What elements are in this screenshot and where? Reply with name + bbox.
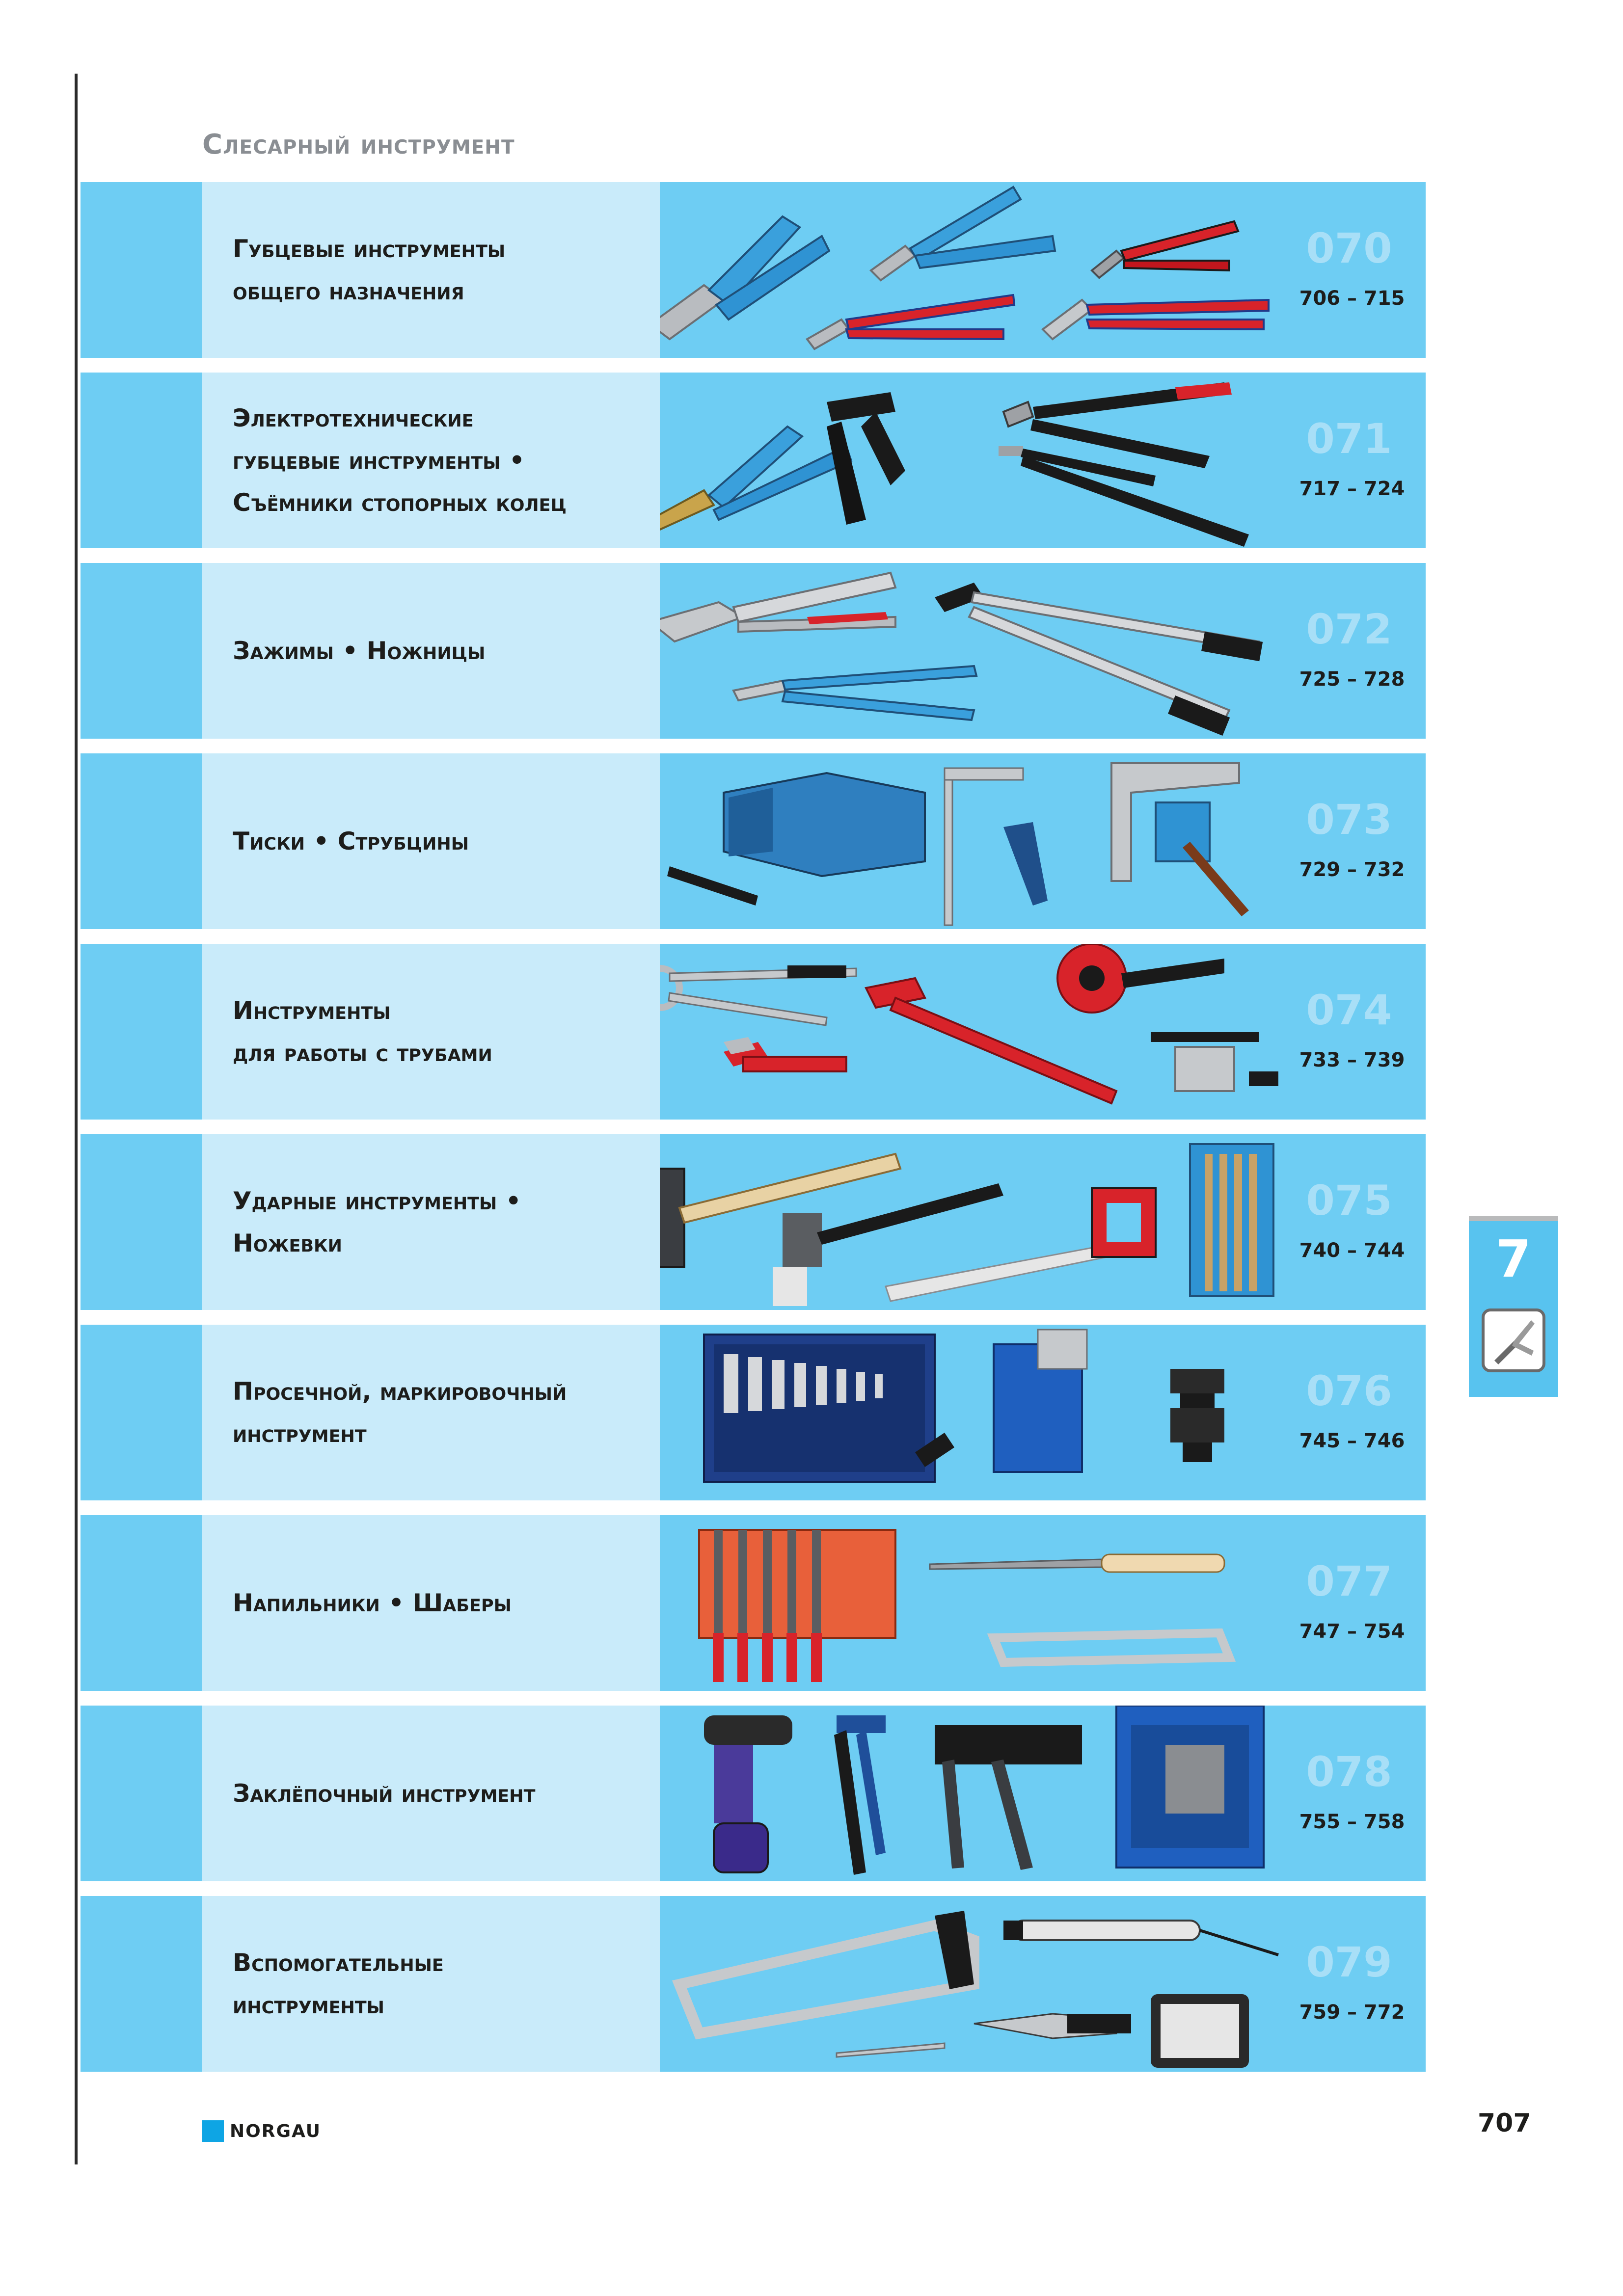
category-row-077[interactable] bbox=[81, 1515, 1426, 1691]
row-cap bbox=[81, 373, 202, 548]
hole-punch-icon bbox=[1170, 1369, 1224, 1462]
logo-square-icon bbox=[202, 2120, 224, 2142]
category-label bbox=[233, 753, 655, 929]
lever-riveter-icon bbox=[935, 1725, 1082, 1870]
tweezers-icon bbox=[837, 2043, 945, 2057]
utility-knife-icon bbox=[974, 2014, 1131, 2038]
category-label bbox=[233, 373, 655, 548]
category-list bbox=[81, 182, 1426, 2086]
brand-logo bbox=[202, 2120, 321, 2142]
category-code: 075 bbox=[1306, 1176, 1392, 1225]
category-label-text: Просечной, маркировочный инструмент bbox=[233, 1377, 567, 1448]
side-cutter-red-icon bbox=[1092, 221, 1238, 278]
row-cap bbox=[81, 1706, 202, 1881]
inspection-lamp-icon bbox=[1003, 1921, 1278, 1955]
category-page-range: 733 – 739 bbox=[1299, 1049, 1405, 1071]
category-code: 077 bbox=[1306, 1557, 1392, 1605]
brand-name: NORGAU bbox=[230, 2121, 321, 2141]
category-label-text: Электротехнические губцевые инструменты • Съёмники стопорных колец bbox=[233, 404, 567, 517]
hacksaw-frame-icon bbox=[994, 1633, 1229, 1662]
pipe-bender-icon bbox=[660, 965, 856, 1025]
category-row-072[interactable] bbox=[81, 563, 1426, 739]
category-label bbox=[233, 1325, 655, 1500]
hammer-icon bbox=[660, 1154, 900, 1267]
letter-stamps-box-icon bbox=[994, 1330, 1087, 1472]
category-row-073[interactable] bbox=[81, 753, 1426, 929]
category-page-range: 725 – 728 bbox=[1299, 668, 1405, 691]
category-label-text: Ударные инструменты • Ножевки bbox=[233, 1187, 521, 1257]
row-cap bbox=[81, 1325, 202, 1500]
category-label-text: Тиски • Струбцины bbox=[233, 827, 469, 855]
row-cap bbox=[81, 563, 202, 739]
file-set-icon bbox=[699, 1530, 895, 1682]
category-page-range: 740 – 744 bbox=[1299, 1239, 1405, 1262]
chisel-set-icon bbox=[1190, 1144, 1273, 1296]
category-label bbox=[233, 182, 655, 358]
category-row-074[interactable] bbox=[81, 944, 1426, 1120]
diagonal-cutter-icon bbox=[871, 187, 1055, 280]
hacksaw-icon bbox=[679, 1911, 974, 2033]
category-page-range: 759 – 772 bbox=[1299, 2001, 1405, 2024]
pipe-wrench-straight-icon bbox=[724, 1037, 846, 1071]
category-row-079[interactable] bbox=[81, 1896, 1426, 2072]
category-label bbox=[233, 563, 655, 739]
category-code: 072 bbox=[1306, 605, 1392, 653]
category-label-text: Инструменты для работы с трубами bbox=[233, 996, 492, 1067]
row-cap bbox=[81, 1134, 202, 1310]
battery-riveter-case-icon bbox=[1116, 1706, 1264, 1868]
end-cutter-red-icon bbox=[807, 295, 1014, 349]
category-page-range: 717 – 724 bbox=[1299, 478, 1405, 500]
row-cap bbox=[81, 182, 202, 358]
category-label bbox=[233, 944, 655, 1120]
category-label-text: Заклёпочный инструмент bbox=[233, 1779, 536, 1808]
category-code: 079 bbox=[1306, 1938, 1392, 1986]
hand-riveter-icon bbox=[834, 1715, 886, 1875]
pliers-icon bbox=[1482, 1308, 1545, 1372]
category-code: 070 bbox=[1306, 224, 1392, 272]
flaring-tool-icon bbox=[1151, 1032, 1278, 1091]
pipe-cutter-icon bbox=[1057, 944, 1224, 1013]
category-code: 073 bbox=[1306, 796, 1392, 844]
row-cap bbox=[81, 753, 202, 929]
tin-snips-icon bbox=[733, 666, 976, 720]
pliers-wrench-icon bbox=[1043, 300, 1269, 339]
category-row-076[interactable] bbox=[81, 1325, 1426, 1500]
combination-pliers-icon bbox=[660, 216, 829, 339]
category-row-075[interactable] bbox=[81, 1134, 1426, 1310]
bench-vise-icon bbox=[667, 773, 925, 906]
category-label-text: Напильники • Шаберы bbox=[233, 1589, 512, 1617]
chapter-tab[interactable] bbox=[1469, 1216, 1558, 1397]
category-page-range: 747 – 754 bbox=[1299, 1620, 1405, 1643]
category-page-range: 755 – 758 bbox=[1299, 1811, 1405, 1833]
bar-clamp-icon bbox=[945, 768, 1048, 925]
row-cap bbox=[81, 944, 202, 1120]
punch-set-roll-icon bbox=[704, 1335, 954, 1482]
category-page-range: 729 – 732 bbox=[1299, 858, 1405, 881]
category-label bbox=[233, 1134, 655, 1310]
page-title: Слесарный инструмент bbox=[202, 129, 515, 160]
category-row-070[interactable] bbox=[81, 182, 1426, 358]
category-label-text: Вспомогательные инструменты bbox=[233, 1949, 444, 2019]
category-label-text: Зажимы • Ножницы bbox=[233, 637, 486, 665]
category-label-text: Губцевые инструменты общего назначения bbox=[233, 235, 506, 305]
pneumatic-riveter-icon bbox=[704, 1715, 792, 1872]
category-row-071[interactable] bbox=[81, 373, 1426, 548]
category-label bbox=[233, 1706, 655, 1881]
row-cap bbox=[81, 1515, 202, 1691]
chapter-number: 7 bbox=[1495, 1229, 1532, 1289]
category-code: 076 bbox=[1306, 1367, 1392, 1415]
category-label bbox=[233, 1515, 655, 1691]
page-number: 707 bbox=[1478, 2109, 1531, 2138]
bolt-cutter-icon bbox=[935, 583, 1263, 736]
left-margin-rule bbox=[75, 74, 78, 2164]
category-page-range: 706 – 715 bbox=[1299, 287, 1405, 310]
category-row-078[interactable] bbox=[81, 1706, 1426, 1881]
automatic-wire-stripper-icon bbox=[827, 392, 905, 525]
category-label bbox=[233, 1896, 655, 2072]
category-code: 074 bbox=[1306, 986, 1392, 1034]
angle-clamp-icon bbox=[1111, 763, 1249, 916]
circlip-pliers-icon bbox=[999, 446, 1249, 547]
category-code: 071 bbox=[1306, 415, 1392, 463]
category-page-range: 745 – 746 bbox=[1299, 1430, 1405, 1452]
stripping-pliers-icon bbox=[660, 427, 851, 530]
led-floodlight-icon bbox=[1151, 1994, 1249, 2068]
locking-pliers-icon bbox=[660, 573, 895, 641]
scraper-icon bbox=[930, 1554, 1224, 1572]
row-cap bbox=[81, 1896, 202, 2072]
category-code: 078 bbox=[1306, 1748, 1392, 1796]
